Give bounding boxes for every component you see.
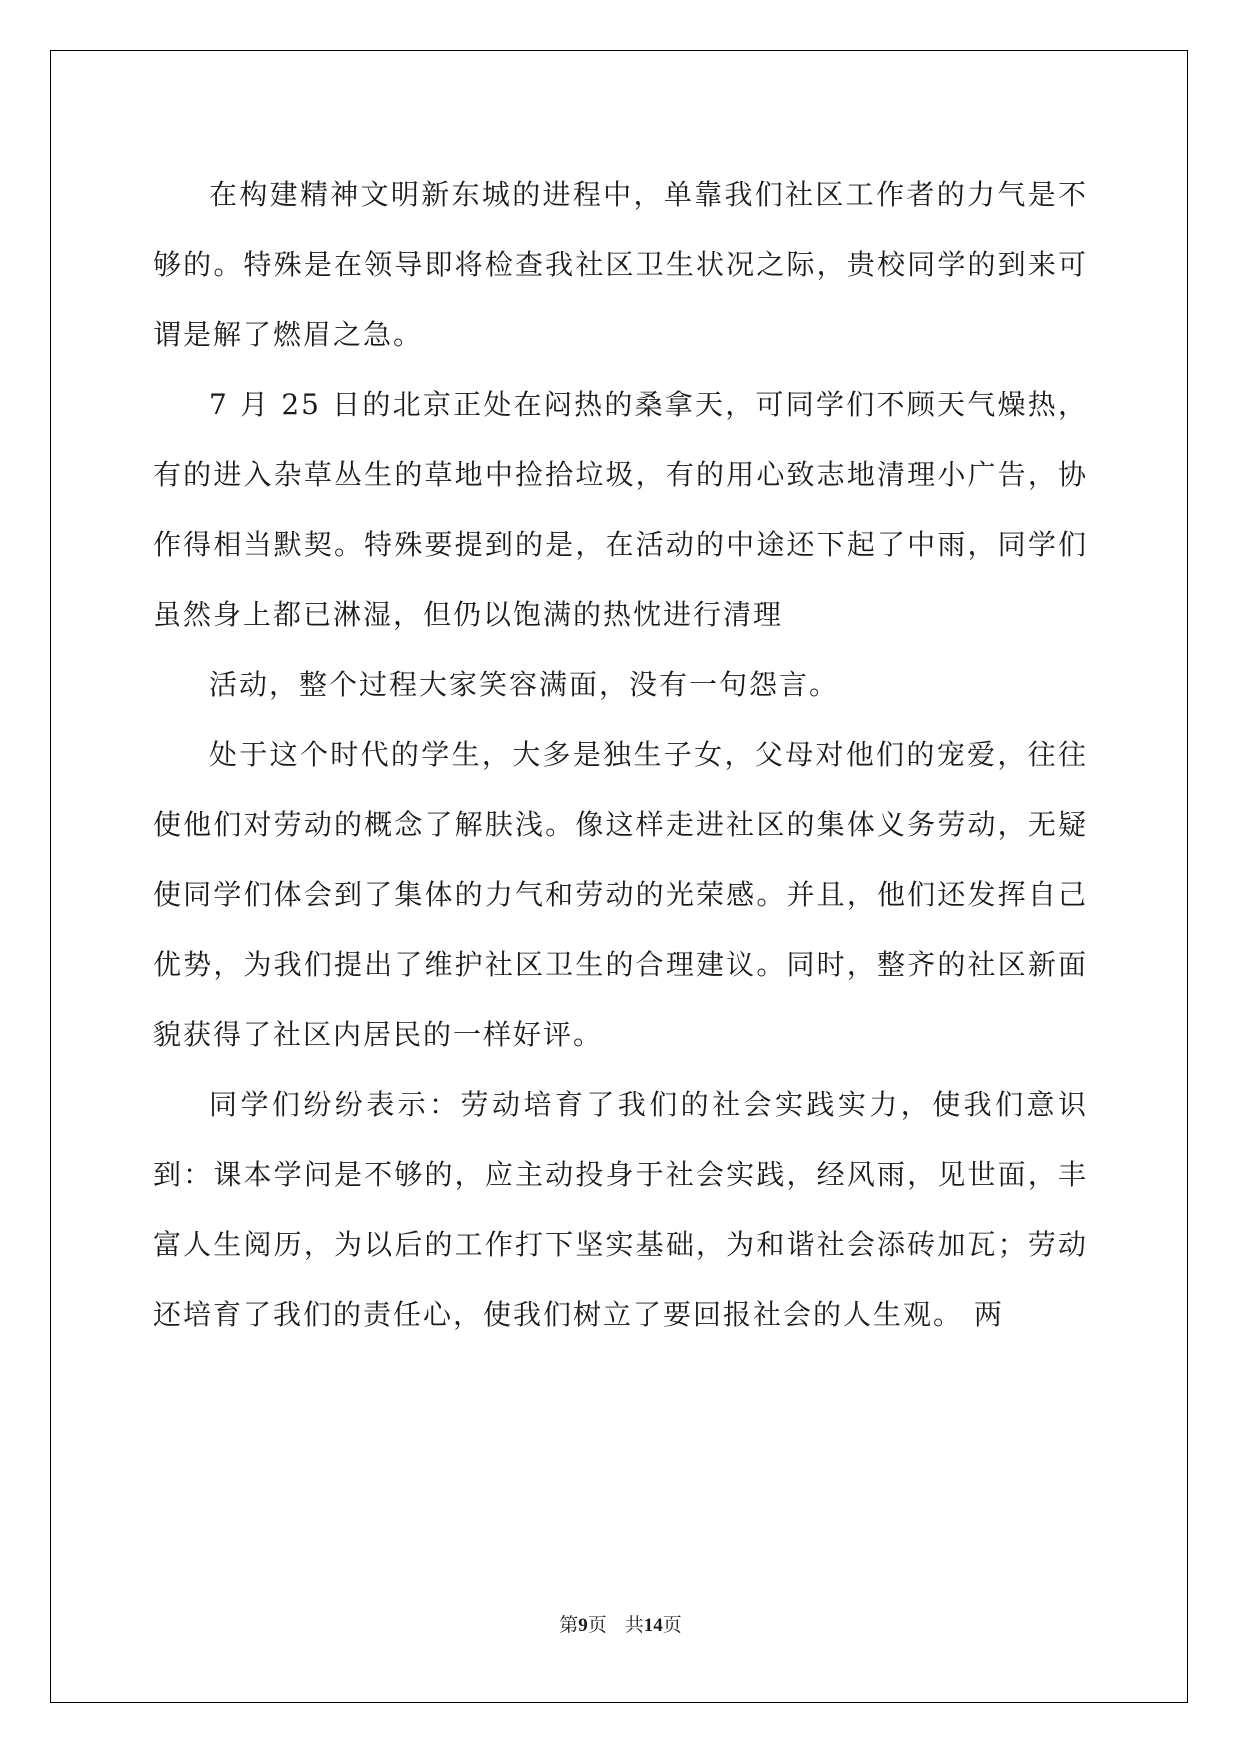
page-suffix: 页 [587, 1614, 607, 1636]
document-body [153, 160, 1088, 1350]
page-prefix: 第 [559, 1614, 579, 1636]
page-footer [0, 1610, 1241, 1637]
total-prefix: 共 [624, 1614, 644, 1636]
paragraph-5: 同学们纷纷表示：劳动培育了我们的社会实践实力，使我们意识到：课本学问是不够的，应主动投身于社会实践，经风雨，见世面，丰富人生阅历，为以后的工作打下坚实基础，为和谐社会添砖加瓦；劳动还培育了我们的责任心，使我们树立了要回报社会的人生观。 两 [153, 1088, 1088, 1331]
paragraph-1: 在构建精神文明新东城的进程中，单靠我们社区工作者的力气是不够的。特殊是在领导即将检查我社区卫生状况之际，贵校同学的到来可谓是解了燃眉之急。 [153, 178, 1088, 351]
paragraph-2: 7 月 25 日的北京正处在闷热的桑拿天，可同学们不顾天气燥热，有的进入杂草丛生的草地中捡拾垃圾，有的用心致志地清理小广告，协作得相当默契。特殊要提到的是，在活动的中途还下起了中雨，同学们虽然身上都已淋湿，但仍以饱满的热忱进行清理 [153, 388, 1088, 631]
paragraph-3: 活动，整个过程大家笑容满面，没有一句怨言。 [209, 668, 840, 701]
total-suffix: 页 [662, 1614, 682, 1636]
page-current: 9 [578, 1615, 588, 1636]
paragraph-4: 处于这个时代的学生，大多是独生子女，父母对他们的宠爱，往往使他们对劳动的概念了解肤浅。像这样走进社区的集体义务劳动，无疑使同学们体会到了集体的力气和劳动的光荣感。并且，他们还发挥自己优势，为我们提出了维护社区卫生的合理建议。同时，整齐的社区新面貌获得了社区内居民的一样好评。 [153, 738, 1088, 1051]
page-total: 14 [643, 1615, 663, 1636]
